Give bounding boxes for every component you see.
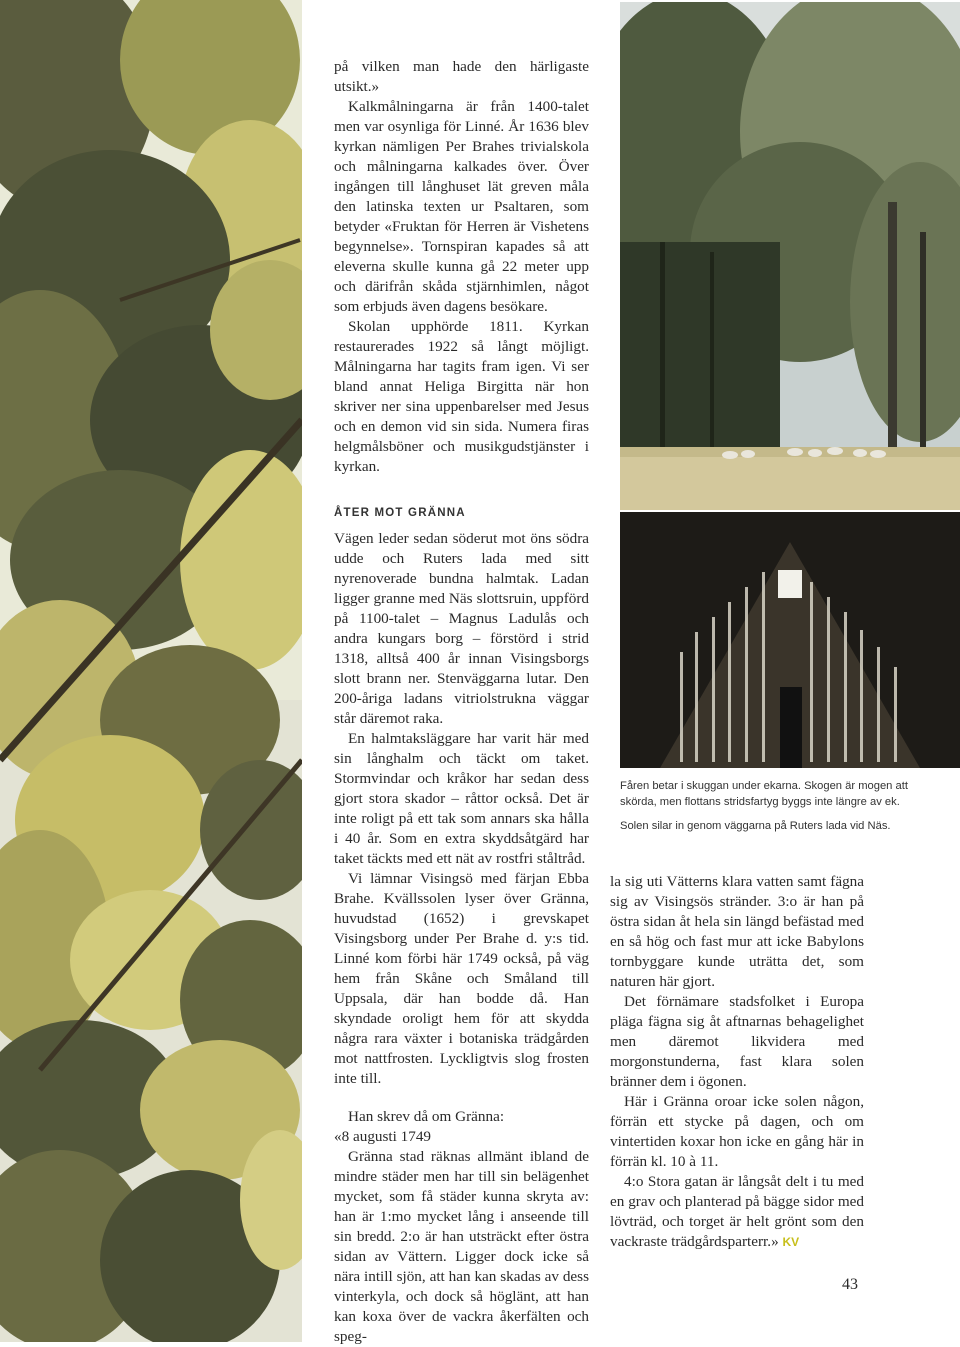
paragraph-last — [610, 1172, 864, 1252]
paragraph: Det förnämare stadsfolket i Europa pläga fägna sig åt aftnarnas behagelighet men däremot likvidera med morgonstunderna, fast klara solen bränner dem i ögonen. — [610, 993, 864, 1090]
paragraph: En halmtaksläggare har varit här med sin långhalm och täckt om taket. Stormvindar och kråkor har sedan dess gjort stora skador – råttor också. Det är inte roligt på ett tak som annars ska hålla i 40 år. Som en extra skyddsåtgärd har taket täckts med ett nät av rostfri ståltråd. — [334, 730, 589, 867]
quote-intro: Han skrev då om Gränna: — [348, 1108, 505, 1125]
section-heading: ÅTER MOT GRÄNNA — [334, 507, 466, 519]
quote-body: Gränna stad räknas allmänt ibland de mindre städer men har till sin belägenhet mycket, som få städer kunna skryta av: han är 1:mo mycket lång i anseende till sin bredd. 2:o är han utsträckt efter östra sidan av Vättern. Ligger dock icke så nära intill sjön, att han kan skadas av dess vinterkyla, och dock så höglänt, att han kan koxa över de vackra åkerfälten och speg- — [334, 1148, 589, 1345]
text-column-1 — [334, 57, 589, 1347]
forest-sheep-photo — [620, 2, 960, 510]
paragraph: la sig uti Vätterns klara vatten samt fägna sig av Visingsös stränder. 3:o är han på östra sidan åt hela sin längd befästad med en så hög och fast mur att icke Babylons tornbyggare kunde uträtta det, som naturen här gjort. — [610, 873, 864, 990]
paragraph: på vilken man hade den härligaste utsikt.» — [334, 58, 589, 95]
page-number: 43 — [842, 1276, 858, 1293]
paragraph-text: 4:o Stora gatan är långsåt delt i tu med en grav och planterad på bägge sidor med lövträd, och torget är helt grönt som den vackraste trädgårdsparterr.» — [610, 1173, 864, 1250]
paragraph: Vägen leder sedan söderut mot öns södra udde och Ruters lada med sitt nyrenoverade bundna halmtak. Ladan ligger granne med Näs slottsruin, uppförd på 1100-talet – Magnus Ladulås och andra kungars borg – förstörd i strid 1318, alltså 400 år innan Visingsborgs slott brann ner. Stenväggarna lutar. Den 200-åriga ladans vitriolstrukna väggar står däremot raka. — [334, 530, 589, 727]
photo-captions — [620, 778, 930, 842]
barn-interior-photo — [620, 512, 960, 768]
caption-forest: Fåren betar i skuggan under ekarna. Skogen är mogen att skörda, men flottans stridsfartyg byggs inte längre av ek. — [620, 780, 908, 808]
author-signature: KV — [782, 1235, 800, 1249]
paragraph: Kalkmålningarna är från 1400-talet men var osynliga för Linné. År 1636 blev kyrkan nämligen Per Brahes trivialskola och målningarna kalkades över. Över ingången till långhuset lät greven måla den latinska texten ur Psaltaren, som betyder «Fruktan för Herren är Vishetens begynnelse». Tornspiran kapades så att eleverna skulle kunna gå 22 meter upp och därifrån skåda stjärnhimlen, något som erbjuds även dagens besökare. — [334, 98, 589, 315]
oak-leaves-photo — [0, 0, 302, 1342]
text-column-2 — [610, 872, 864, 1252]
quote-date: «8 augusti 1749 — [334, 1128, 432, 1145]
caption-barn: Solen silar in genom väggarna på Ruters lada vid Näs. — [620, 820, 891, 832]
paragraph: Vi lämnar Visingsö med färjan Ebba Brahe. Kvällssolen lyser över Gränna, huvudstad (1652) i grevskapet Visingsborg under Per Brahe d. y:s tid. Linné kom förbi här 1749 också, på väg hem från Skåne och Småland till Uppsala, där han bodde då. Han skyndade oroligt hem för att skydda några rara växter i botaniska trädgården mot nattfrosten. Lyckligtvis slog frosten inte till. — [334, 870, 589, 1087]
paragraph: Skolan upphörde 1811. Kyrkan restaurerades 1922 så långt möjligt. Målningarna har tagits fram igen. Vi ser bland annat Heliga Birgitta när hon skriver ner sina uppenbarelser med Jesus och en demon vid sin sida. Numera firas helgmålsböner och musikgudstjänster i kyrkan. — [334, 318, 589, 475]
paragraph: Här i Gränna oroar icke solen någon, förrän ett stycke på dagen, och om vintertiden koxar hon icke en gång här in förrän kl. 10 à 11. — [610, 1093, 864, 1170]
